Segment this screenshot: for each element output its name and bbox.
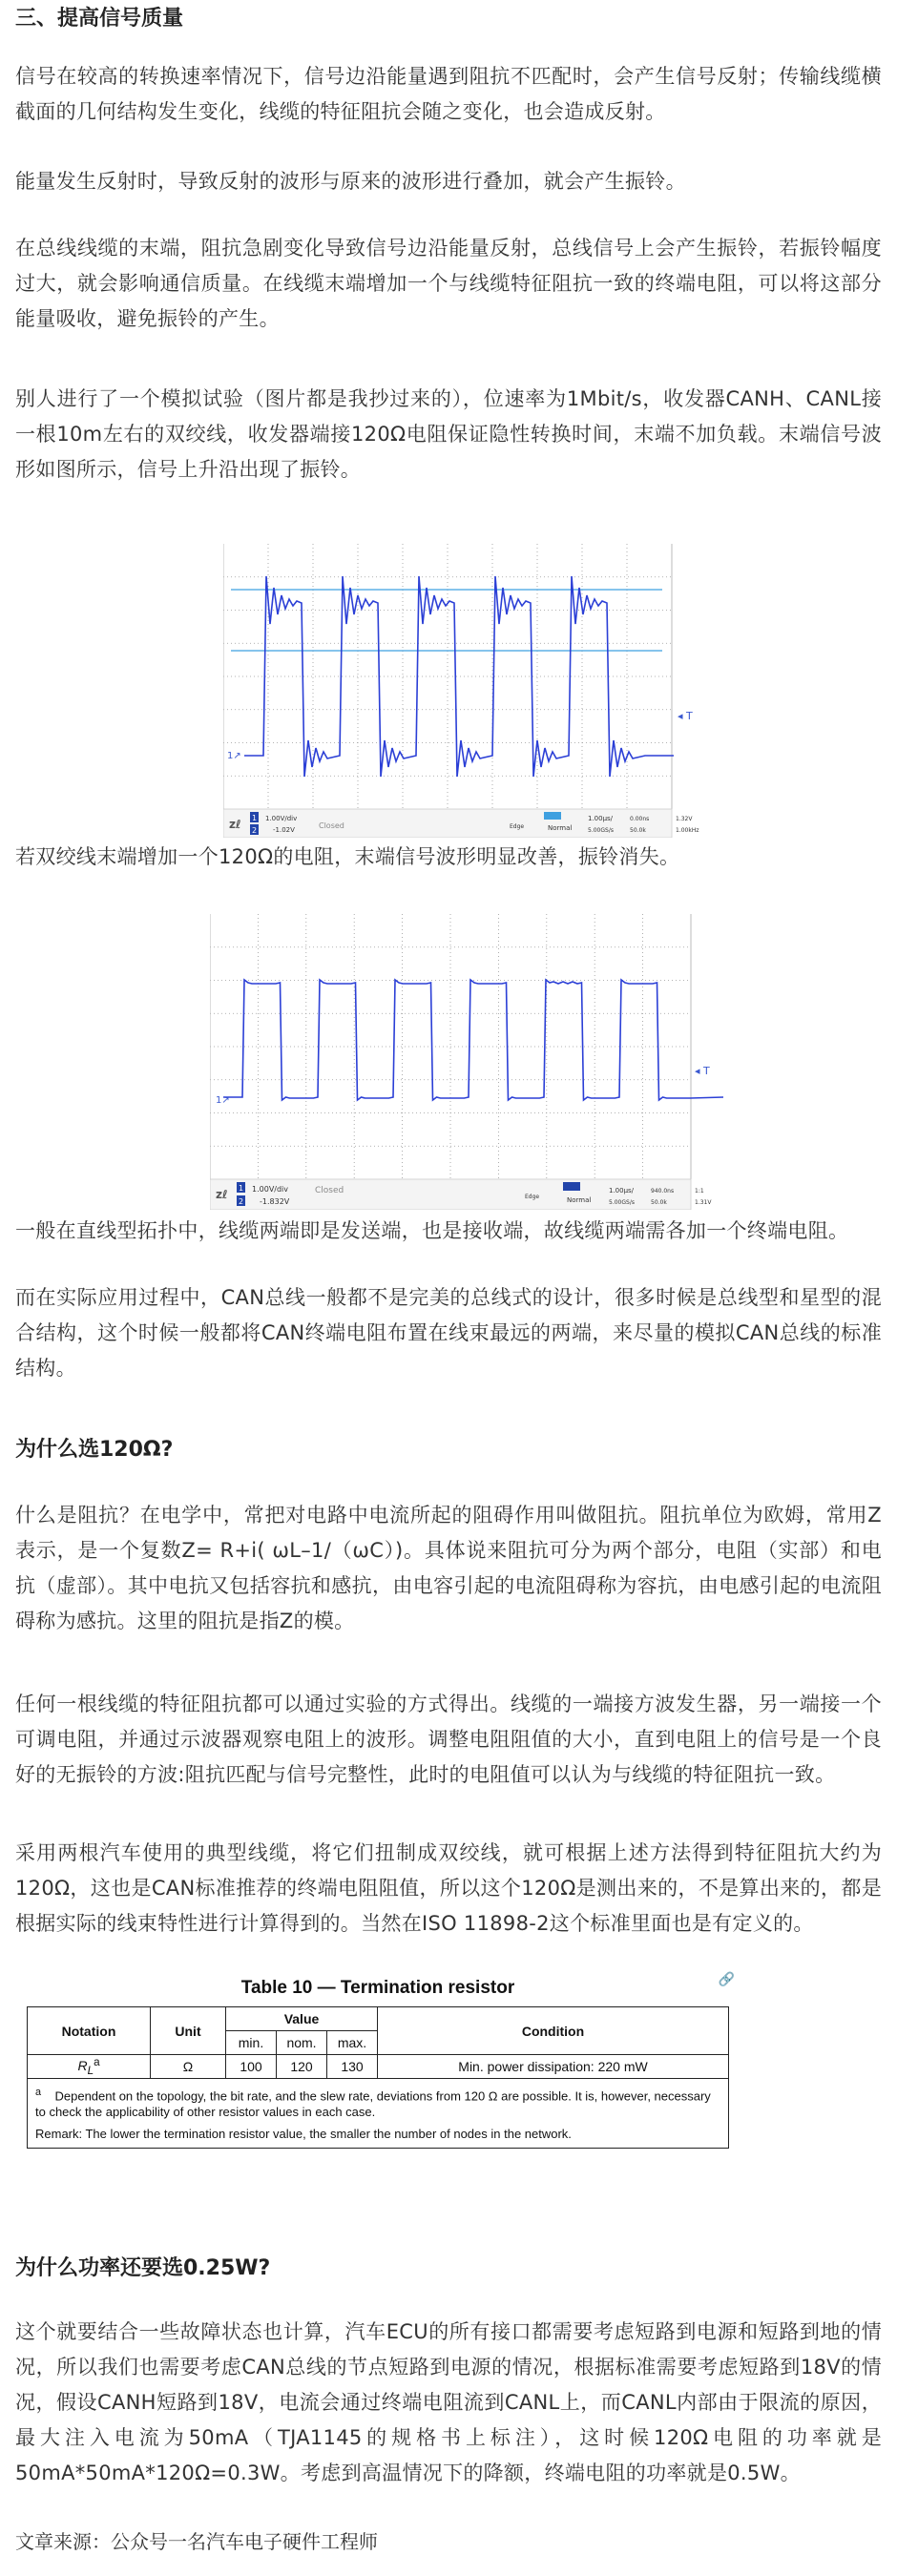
ratio-readout: 1:1 (695, 1188, 704, 1195)
cell-min: 100 (226, 2055, 277, 2079)
paragraph-measurement: 任何一根线缆的特征阻抗都可以通过实验的方式得出。线缆的一端接方波发生器，另一端接一个可调电阻，并通过示波器观察电阻上的波形。调整电阻阻值的大小，直到电阻上的信号是一个良好的无振铃的方波:阻抗匹配与信号完整性，此时的电阻值可以认为与线缆的特征阻抗一致。 (15, 1693, 882, 1786)
timebase: 1.00μs/ (609, 1187, 635, 1195)
paragraph-termination: 在总线线缆的末端，阻抗急剧变化导致信号边沿能量反射，总线信号上会产生振铃，若振铃幅度过大，就会影响通信质量。在线缆末端增加一个与线缆特征阻抗一致的终端电阻，可以将这部分能量吸收，避免振铃的产生。 (15, 237, 882, 330)
paragraph-standard: 采用两根汽车使用的典型线缆，将它们扭制成双绞线，就可根据上述方法得到特征阻抗大约为120Ω，这也是CAN标准推荐的终端电阻阻值，所以这个120Ω是测出来的，不是算出来的，都是根据实际的线束特性进行计算得到的。当然在ISO 11898-2这个标准里面也是有定义的。 (15, 1841, 882, 1935)
header-value: Value (226, 2007, 378, 2031)
header-condition: Condition (378, 2007, 729, 2055)
volts-per-div: 1.00V/div (265, 815, 298, 822)
header-nom: nom. (277, 2031, 327, 2055)
paragraph-power: 这个就要结合一些故障状态也计算，汽车ECU的所有接口都需要考虑短路到电源和短路到地的情况，所以我们也需要考虑CAN总线的节点短路到电源的情况，根据标准需要考虑短路到18V的情况，假设CANH短路到18V，电流会通过终端电阻流到CANL上，而CANL内部由于限流的原因，最大注入电流为50mA（TJA1145的规格书上标注），这时候120Ω电阻的功率就是50mA*50mA*120Ω=0.3W。考虑到高温情况下的降额，终端电阻的功率就是0.5W。 (15, 2320, 882, 2484)
ch1-marker: 1↗ (216, 1095, 230, 1106)
cell-nom: 120 (277, 2055, 327, 2079)
table-remark: Remark: The lower the termination resistor value, the smaller the number of nodes in the network. (35, 2127, 572, 2142)
termination-table-image (27, 1972, 735, 2149)
paragraph-both-ends: 一般在直线型拓扑中，线缆两端即是发送端，也是接收端，故线缆两端需各加一个终端电阻。 (15, 1219, 849, 1242)
trigger-mode: Normal (567, 1196, 592, 1204)
trigger-edge: Edge (510, 823, 525, 830)
paragraph-improved: 若双绞线末端增加一个120Ω的电阻，末端信号波形明显改善，振铃消失。 (15, 845, 680, 868)
cell-condition: Min. power dissipation: 220 mW (378, 2055, 729, 2079)
header-max: max. (327, 2031, 378, 2055)
sample-rate: 5.00GS/s (588, 827, 614, 834)
trigger-marker: ◂ T (678, 710, 693, 722)
header-min: min. (226, 2031, 277, 2055)
heading-why-power: 为什么功率还要选0.25W? (15, 2256, 271, 2280)
ch1-badge: 1 (252, 814, 258, 822)
scope-terminated-image (210, 914, 725, 1210)
ch1-badge: 1 (239, 1184, 244, 1193)
cell-notation: $R_L^a$ (28, 2055, 151, 2079)
table-caption: Table 10 — Termination resistor (240, 1978, 515, 1998)
paragraph-reflection: 信号在较高的转换速率情况下，信号边沿能量遇到阻抗不匹配时，会产生信号反射；传输线缆横截面的几何结构发生变化，线缆的特征阻抗会随之变化，也会造成反射。 (15, 65, 882, 123)
ch2-status: Closed (315, 1186, 344, 1195)
table-footnote: $^a$ Dependent on the topology, the bit rate, and the slew rate, deviations from 120 Ω are possible. It is, however, necessary to check the applicability of other resistor values in each case. Remark: The lower the termination resistor value, the smaller the number of nodes in the network. (28, 2079, 729, 2149)
scope-ringing-image (223, 544, 710, 838)
offset-readout: -1.832V (260, 1197, 290, 1206)
section-title: 三、提高信号质量 (15, 7, 184, 31)
ch2-status: Closed (319, 821, 344, 830)
termination-table (27, 2006, 729, 2149)
offset-readout: -1.02V (273, 826, 295, 834)
delay-readout: 0.00ns (630, 816, 650, 822)
svg-text:zℓ: zℓ (229, 818, 241, 831)
header-unit: Unit (151, 2007, 226, 2055)
paragraph-impedance: 什么是阻抗？在电学中，常把对电路中电流所起的阻碍作用叫做阻抗。阻抗单位为欧姆，常用Z表示，是一个复数Z= R+i( ωL–1/（ωC）)。具体说来阻抗可分为两个部分，电阻（实部）和电抗（虚部）。其中电抗又包括容抗和感抗，由电容引起的电流阻碍称为容抗，由电感引起的电流阻碍称为感抗。这里的阻抗是指Z的模。 (15, 1504, 882, 1632)
timebase: 1.00μs/ (588, 815, 614, 822)
frequency-readout: 1.00kHz (676, 827, 699, 834)
points-readout: 50.0k (651, 1199, 667, 1206)
ch1-marker: 1↗ (227, 751, 241, 761)
volts-per-div: 1.00V/div (252, 1185, 289, 1194)
article-source: 文章来源：公众号一名汽车电子硬件工程师 (15, 2530, 378, 2553)
trigger-mode: Normal (548, 824, 573, 832)
trigger-level: 1.32V (676, 816, 693, 822)
paragraph-experiment: 别人进行了一个模拟试验（图片都是我抄过来的），位速率为1Mbit/s，收发器CANH、CANL接一根10m左右的双绞线，收发器端接120Ω电阻保证隐性转换时间，末端不加负载。末端信号波形如图所示，信号上升沿出现了振铃。 (15, 387, 882, 481)
svg-text:zℓ: zℓ (216, 1188, 228, 1201)
cell-max: 130 (327, 2055, 378, 2079)
table-row (28, 2055, 729, 2079)
paragraph-topology: 而在实际应用过程中，CAN总线一般都不是完美的总线式的设计，很多时候是总线型和星型的混合结构，这个时候一般都将CAN终端电阻布置在线束最远的两端，来尽量的模拟CAN总线的标准结构。 (15, 1286, 882, 1380)
trigger-level: 1.31V (695, 1199, 712, 1206)
header-notation: Notation (28, 2007, 151, 2055)
cell-unit: Ω (151, 2055, 226, 2079)
ch2-badge: 2 (239, 1197, 244, 1206)
link-icon: 🔗 (718, 1972, 735, 1987)
trigger-edge: Edge (525, 1194, 540, 1200)
trigger-marker: ◂ T (695, 1065, 710, 1077)
heading-why-120: 为什么选120Ω? (15, 1438, 174, 1462)
paragraph-ringing: 能量发生反射时，导致反射的波形与原来的波形进行叠加，就会产生振铃。 (15, 170, 686, 193)
sample-rate: 5.00GS/s (609, 1199, 635, 1206)
ch2-badge: 2 (252, 826, 258, 835)
delay-readout: 940.0ns (651, 1188, 675, 1195)
points-readout: 50.0k (630, 827, 646, 834)
